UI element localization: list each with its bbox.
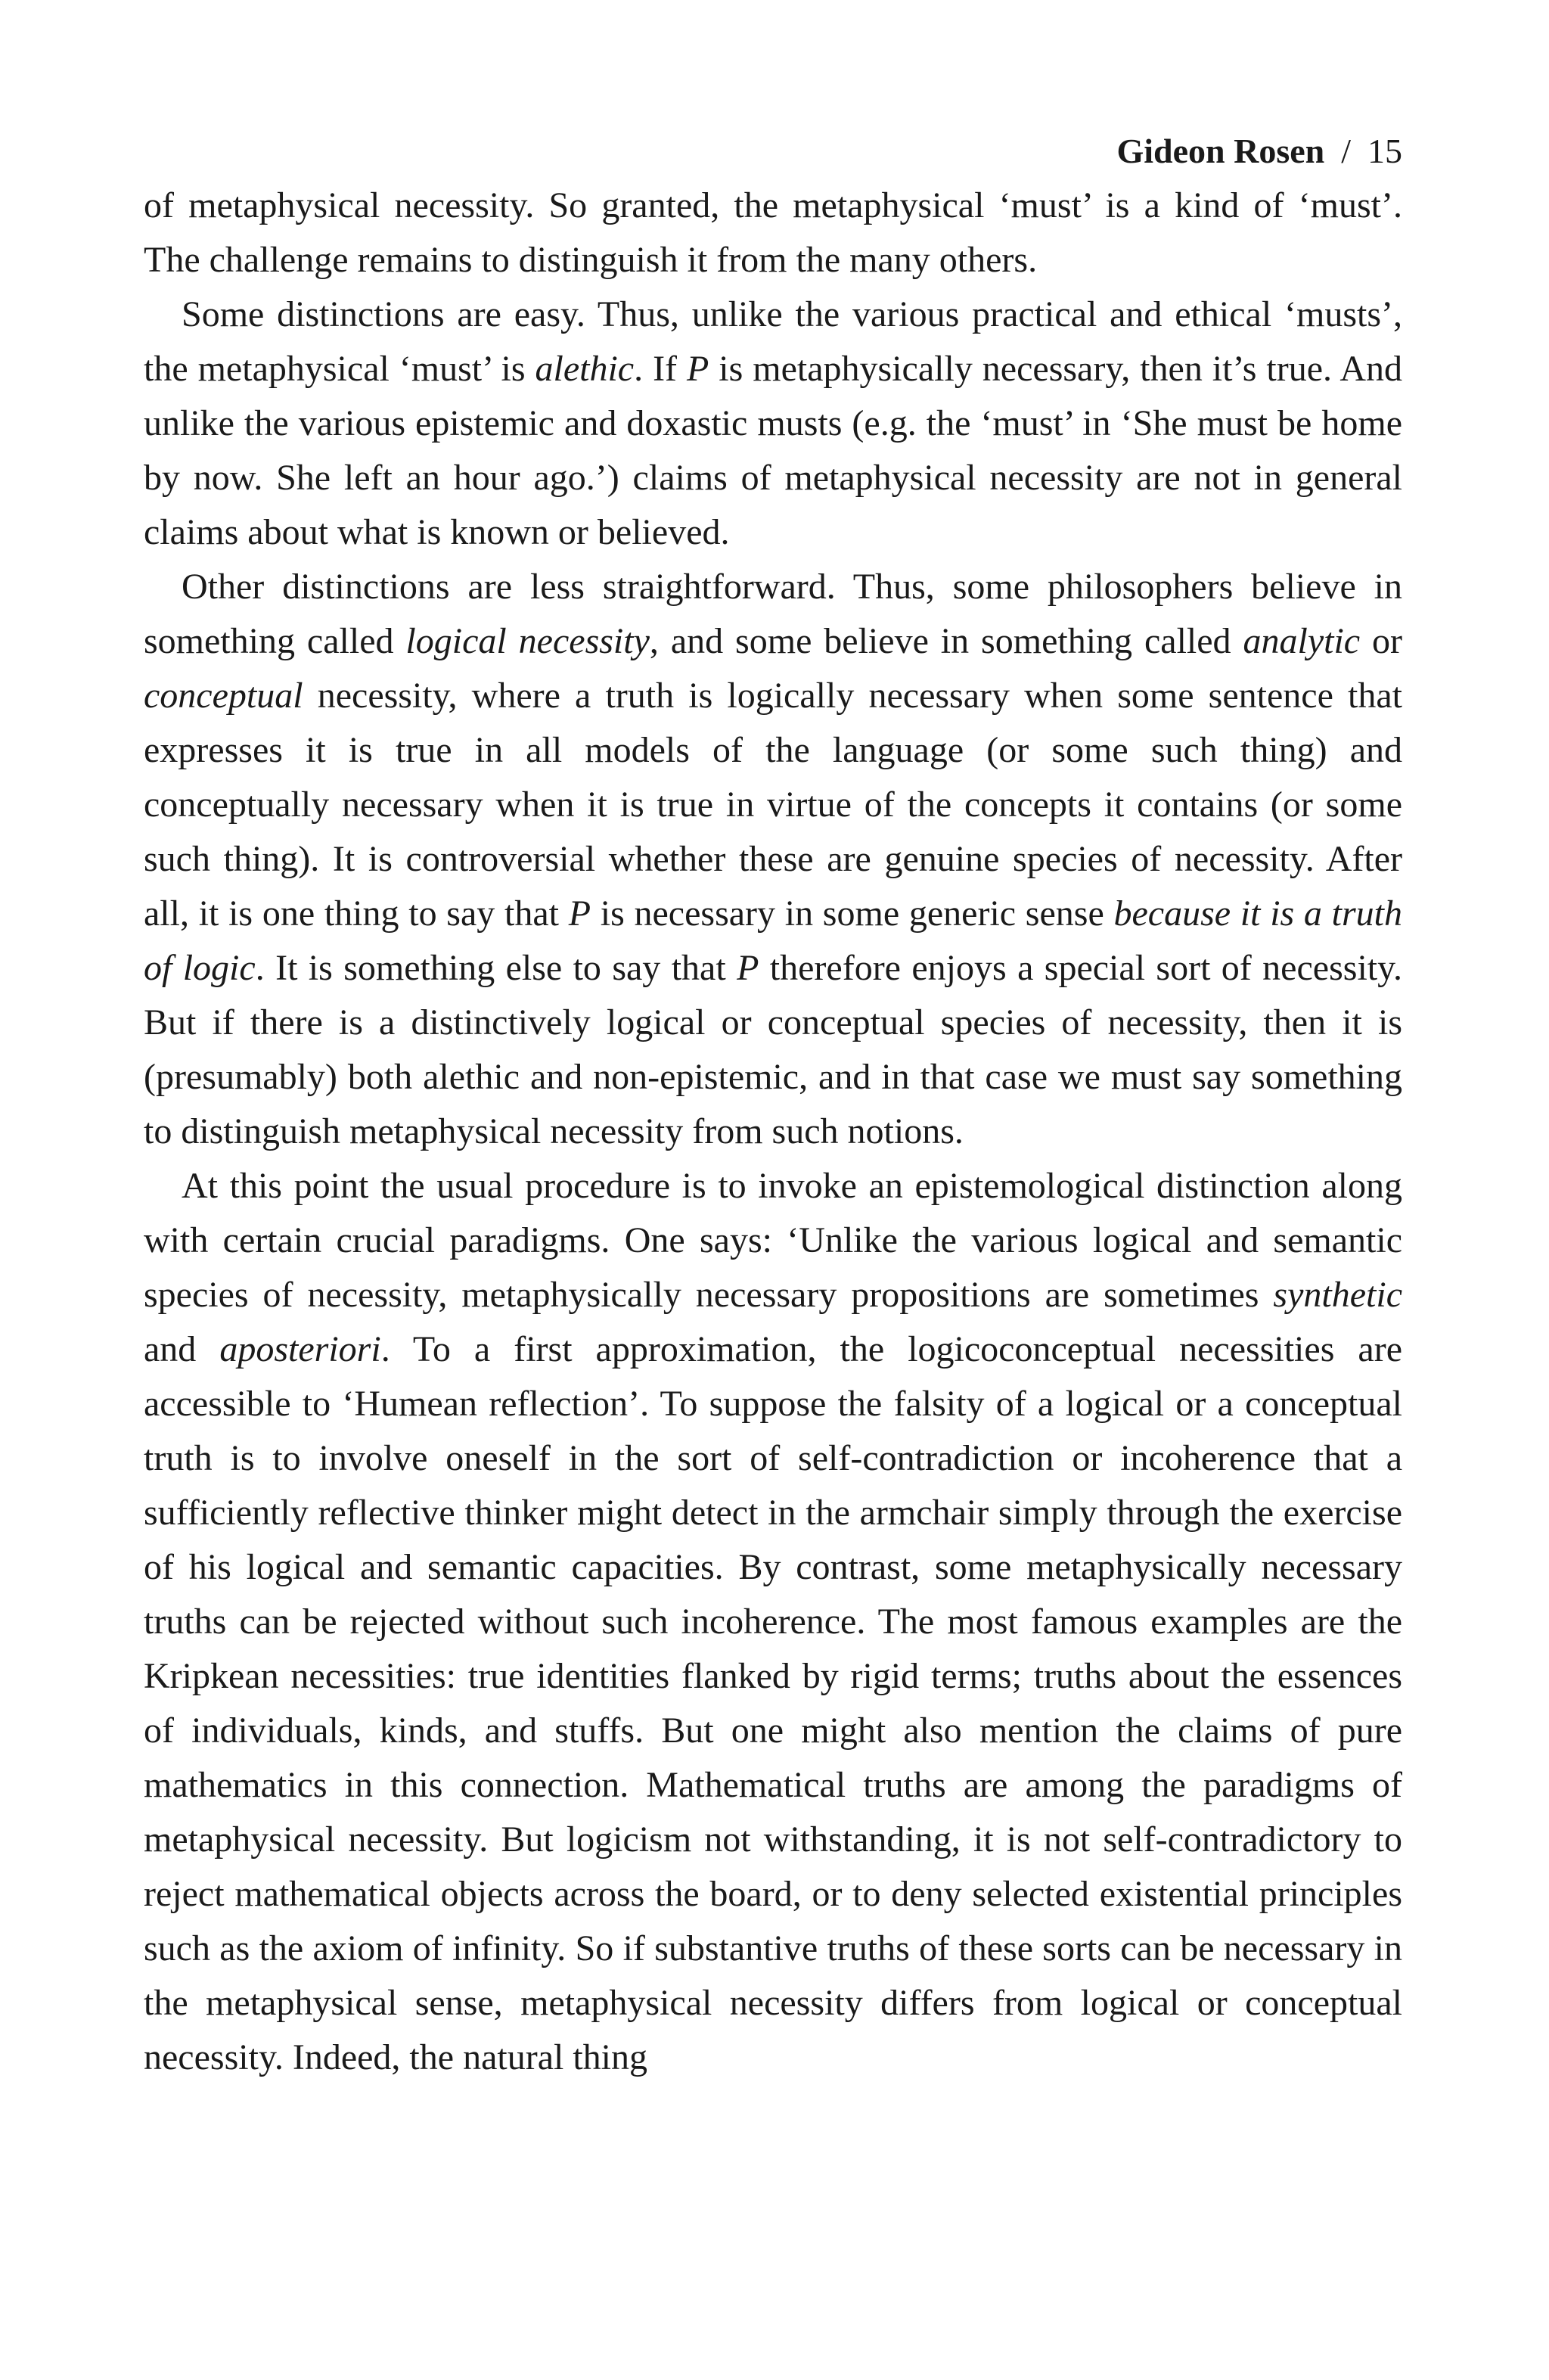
body-text xyxy=(144,179,1402,2085)
paragraph xyxy=(144,287,1402,560)
italic-text: synthetic xyxy=(1273,1275,1402,1315)
italic-text: logical necessity xyxy=(405,621,650,661)
italic-text: P xyxy=(687,349,709,389)
running-head-author: Gideon Rosen xyxy=(1116,132,1325,170)
text-run: or xyxy=(1360,621,1403,661)
text-run: of metaphysical necessity. So granted, the metaphysical ‘must’ is a kind of ‘must’. The challenge remains to distinguish it from the many others. xyxy=(144,185,1402,280)
text-run: necessity, where a truth is logically necessary when some sentence that expresses it is true in all models of the language (or some such thing) and conceptually necessary when it is true in virtue of the concepts it contains (or some such thing). It is controversial whether these are genuine species of necessity. After all, it is one thing to say that xyxy=(144,676,1402,934)
text-run: is necessary in some generic sense xyxy=(591,893,1114,934)
paragraph xyxy=(144,560,1402,1159)
italic-text: conceptual xyxy=(144,676,303,716)
italic-text: P xyxy=(568,893,591,934)
running-head xyxy=(144,129,1402,174)
italic-text: P xyxy=(737,948,759,988)
text-run: therefore enjoys a special sort of necessity. But if there is a distinctively logical or conceptual species of necessity, then it is (presumably) both alethic and non-epistemic, and in that case we must say something to distinguish metaphysical necessity from such notions. xyxy=(144,948,1403,1151)
italic-text: because it is a truth of logic xyxy=(144,893,1402,988)
book-page xyxy=(144,129,1402,2085)
text-run: At this point the usual procedure is to invoke an epistemological distinction along with certain crucial paradigms. One says: ‘Unlike the various logical and semantic species of necessity, metaphysically necessary propositions are sometimes xyxy=(144,1166,1402,1315)
text-run: . If xyxy=(634,349,687,389)
text-run: , and some believe in something called xyxy=(649,621,1243,661)
text-run: . It is something else to say that xyxy=(255,948,737,988)
text-run: . To a first approximation, the logicoconceptual necessities are accessible to ‘Humean reflection’. To suppose the falsity of a logical or a conceptual truth is to involve oneself in the sort of self-contradiction or incoherence that a sufficiently reflective thinker might detect in the armchair simply through the exercise of his logical and semantic capacities. By contrast, some metaphysically necessary truths can be rejected without such incoherence. The most famous examples are the Kripkean necessities: true identities flanked by rigid terms; truths about the essences of individuals, kinds, and stuffs. But one might also mention the claims of pure mathematics in this connection. Mathematical truths are among the paradigms of metaphysical necessity. But logicism not withstanding, it is not self-contradictory to reject mathematical objects across the board, or to deny selected existential principles such as the axiom of infinity. So if substantive truths of these sorts can be necessary in the metaphysical sense, metaphysical necessity differs from logical or conceptual necessity. Indeed, the natural thing xyxy=(144,1329,1402,2077)
italic-text: aposteriori xyxy=(219,1329,381,1369)
page-number: 15 xyxy=(1367,132,1402,170)
text-run: Other distinctions are less straightforward. Thus, some philosophers believe in something called xyxy=(144,567,1402,661)
text-run: and xyxy=(144,1329,220,1369)
italic-text: alethic xyxy=(535,349,635,389)
paragraph xyxy=(144,1159,1402,2085)
paragraph xyxy=(144,179,1402,287)
text-run: is metaphysically necessary, then it’s true. And unlike the various epistemic and doxastic musts (e.g. the ‘must’ in ‘She must be home by now. She left an hour ago.’) claims of metaphysical necessity are not in general claims about what is known or believed. xyxy=(144,349,1403,552)
italic-text: analytic xyxy=(1243,621,1361,661)
running-head-separator: / xyxy=(1341,132,1351,170)
text-run: Some distinctions are easy. Thus, unlike the various practical and ethical ‘musts’, the metaphysical ‘must’ is xyxy=(144,294,1402,389)
